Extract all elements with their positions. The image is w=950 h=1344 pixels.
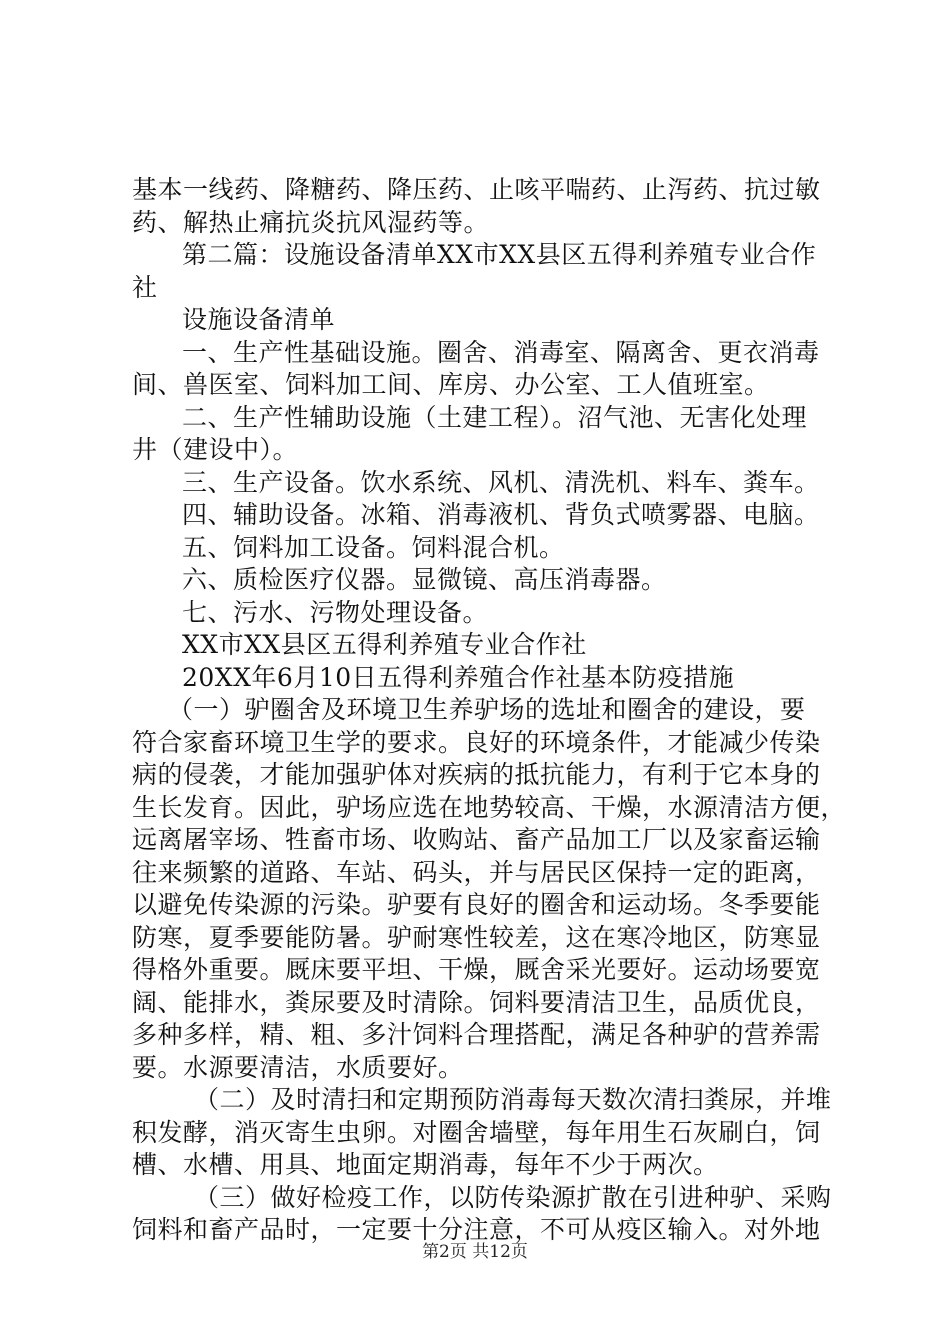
text-line: 间、兽医室、饲料加工间、库房、办公室、工人值班室。 (132, 370, 770, 399)
text-line: 基本一线药、降糖药、降压药、止咳平喘药、止泻药、抗过敏 (132, 175, 821, 204)
section-heading: 第二篇：设施设备清单XX市XX县区五得利养殖专业合作 (182, 240, 817, 269)
list-item: 七、污水、污物处理设备。 (182, 597, 489, 627)
paragraph-start: （二）及时清扫和定期预防消毒每天数次清扫粪尿，并堆 (194, 1085, 832, 1114)
text-line: 生长发育。因此，驴场应选在地势较高、干燥，水源清洁方便， (132, 792, 847, 822)
text-line: 以避免传染源的污染。驴要有良好的圈舍和运动场。冬季要能 (132, 890, 821, 919)
signature-org: XX市XX县区五得利养殖专业合作社 (182, 630, 587, 659)
document-body (132, 174, 847, 1247)
text-line: 药、解热止痛抗炎抗风湿药等。 (132, 207, 490, 237)
text-line: 远离屠宰场、牲畜市场、收购站、畜产品加工厂以及家畜运输 (132, 825, 821, 854)
list-item: 三、生产设备。饮水系统、风机、清洗机、料车、粪车。 (182, 467, 820, 497)
list-item: 一、生产性基础设施。圈舍、消毒室、隔离舍、更衣消毒 (182, 337, 820, 367)
list-item: 四、辅助设备。冰箱、消毒液机、背负式喷雾器、电脑。 (182, 500, 820, 529)
text-line: 积发酵，消灭寄生虫卵。对圈舍墙壁，每年用生石灰刷白，饲 (132, 1117, 821, 1147)
text-line: 病的侵袭，才能加强驴体对疾病的抵抗能力，有利于它本身的 (132, 760, 821, 789)
text-line: 防寒，夏季要能防暑。驴耐寒性较差，这在寒冷地区，防寒显 (132, 922, 821, 952)
list-title: 设施设备清单 (182, 305, 336, 334)
text-line: 阔、能排水，粪尿要及时清除。饲料要清洁卫生，品质优良， (132, 987, 821, 1017)
text-line: 多种多样，精、粗、多汁饲料合理搭配，满足各种驴的营养需 (132, 1020, 821, 1049)
text-line: 社 (132, 272, 158, 302)
text-line: 槽、水槽、用具、地面定期消毒，每年不少于两次。 (132, 1150, 719, 1179)
text-line: 往来频繁的道路、车站、码头，并与居民区保持一定的距离， (132, 857, 821, 887)
text-line: 符合家畜环境卫生学的要求。良好的环境条件，才能减少传染 (132, 727, 821, 757)
date-heading-line: 20XX年6月10日五得利养殖合作社基本防疫措施 (182, 662, 735, 692)
list-item: 六、质检医疗仪器。显微镜、高压消毒器。 (182, 565, 667, 594)
list-item: 二、生产性辅助设施（土建工程）。沼气池、无害化处理 (182, 402, 808, 432)
text-line: 得格外重要。厩床要平坦、干燥，厩舍采光要好。运动场要宽 (132, 955, 821, 984)
paragraph-start: （三）做好检疫工作，以防传染源扩散在引进种驴、采购 (194, 1182, 832, 1212)
page-footer (0, 1241, 950, 1263)
text-line: 饲料和畜产品时，一定要十分注意，不可从疫区输入。对外地 (132, 1215, 821, 1244)
text-line: 井（建设中）。 (132, 435, 299, 464)
page-number-label: 第2页 共12页 (422, 1242, 528, 1262)
paragraph-start: （一）驴圈舍及环境卫生养驴场的选址和圈舍的建设，要 (168, 695, 806, 724)
text-line: 要。水源要清洁，水质要好。 (132, 1052, 464, 1082)
list-item: 五、饲料加工设备。饲料混合机。 (182, 532, 565, 562)
